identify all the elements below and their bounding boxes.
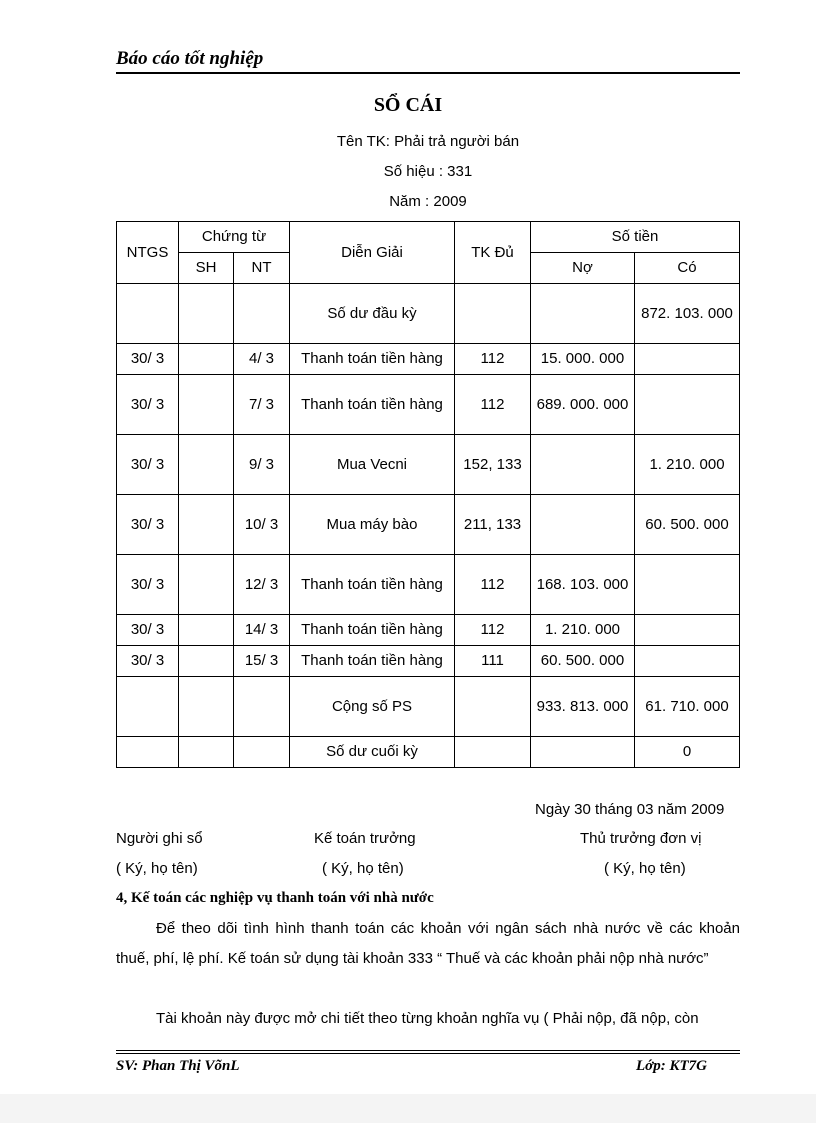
cell-sh xyxy=(179,435,234,495)
cell-sh xyxy=(179,284,234,344)
cell-ntgs xyxy=(117,677,179,737)
cell-description: Thanh toán tiền hàng xyxy=(290,344,455,375)
cell-nt: 14/ 3 xyxy=(234,615,290,646)
cell-description: Thanh toán tiền hàng xyxy=(290,646,455,677)
col-header-chung-tu: Chứng từ xyxy=(179,222,290,253)
cell-nt: 12/ 3 xyxy=(234,555,290,615)
cell-credit: 872. 103. 000 xyxy=(635,284,740,344)
col-header-so-tien: Số tiền xyxy=(531,222,740,253)
cell-sh xyxy=(179,344,234,375)
cell-sh xyxy=(179,615,234,646)
cell-tk-du: 211, 133 xyxy=(455,495,531,555)
table-row xyxy=(117,435,740,495)
cell-sh xyxy=(179,646,234,677)
cell-tk-du: 111 xyxy=(455,646,531,677)
cell-ntgs: 30/ 3 xyxy=(117,375,179,435)
ledger-table xyxy=(116,221,740,768)
cell-description: Thanh toán tiền hàng xyxy=(290,615,455,646)
cell-debit: 15. 000. 000 xyxy=(531,344,635,375)
table-row xyxy=(117,495,740,555)
table-row xyxy=(117,615,740,646)
table-row xyxy=(117,737,740,768)
cell-description: Thanh toán tiền hàng xyxy=(290,555,455,615)
col-header-no: Nợ xyxy=(531,253,635,284)
cell-tk-du: 112 xyxy=(455,375,531,435)
cell-tk-du: 112 xyxy=(455,615,531,646)
cell-tk-du: 112 xyxy=(455,555,531,615)
table-row xyxy=(117,375,740,435)
col-header-tk-du: TK Đủ xyxy=(455,222,531,284)
cell-debit xyxy=(531,435,635,495)
cell-description: Số dư cuối kỳ xyxy=(290,737,455,768)
cell-sh xyxy=(179,375,234,435)
cell-description: Cộng số PS xyxy=(290,677,455,737)
ledger-body xyxy=(117,284,740,768)
cell-description: Mua máy bào xyxy=(290,495,455,555)
cell-description: Mua Vecni xyxy=(290,435,455,495)
signature-chief-accountant: Kế toán trưởng xyxy=(314,830,416,847)
cell-credit xyxy=(635,615,740,646)
cell-nt: 15/ 3 xyxy=(234,646,290,677)
cell-tk-du: 112 xyxy=(455,344,531,375)
cell-nt xyxy=(234,677,290,737)
cell-credit: 60. 500. 000 xyxy=(635,495,740,555)
cell-tk-du xyxy=(455,284,531,344)
cell-tk-du: 152, 133 xyxy=(455,435,531,495)
table-row xyxy=(117,284,740,344)
cell-ntgs: 30/ 3 xyxy=(117,555,179,615)
sign-note-recorder: ( Ký, họ tên) xyxy=(116,860,198,877)
cell-debit: 689. 000. 000 xyxy=(531,375,635,435)
cell-credit xyxy=(635,375,740,435)
cell-ntgs xyxy=(117,737,179,768)
footer-rule-inner xyxy=(116,1053,740,1054)
cell-debit: 60. 500. 000 xyxy=(531,646,635,677)
cell-credit xyxy=(635,646,740,677)
cell-nt xyxy=(234,737,290,768)
table-row xyxy=(117,646,740,677)
cell-credit xyxy=(635,344,740,375)
cell-nt: 4/ 3 xyxy=(234,344,290,375)
table-row xyxy=(117,677,740,737)
col-header-nt: NT xyxy=(234,253,290,284)
cell-tk-du xyxy=(455,677,531,737)
cell-debit: 933. 813. 000 xyxy=(531,677,635,737)
cell-credit xyxy=(635,555,740,615)
ledger-title: SỔ CÁI xyxy=(373,94,443,116)
cell-ntgs xyxy=(117,284,179,344)
signature-director: Thủ trưởng đơn vị xyxy=(580,830,702,847)
cell-credit: 0 xyxy=(635,737,740,768)
table-header-row xyxy=(117,222,740,253)
footer-rule xyxy=(116,1050,740,1051)
page-header-title: Báo cáo tốt nghiệp xyxy=(116,48,264,69)
table-row xyxy=(117,555,740,615)
cell-sh xyxy=(179,495,234,555)
account-name: Tên TK: Phải trả người bán xyxy=(336,133,520,150)
cell-nt xyxy=(234,284,290,344)
col-header-ntgs: NTGS xyxy=(117,222,179,284)
cell-nt: 10/ 3 xyxy=(234,495,290,555)
cell-ntgs: 30/ 3 xyxy=(117,435,179,495)
cell-nt: 9/ 3 xyxy=(234,435,290,495)
cell-credit: 1. 210. 000 xyxy=(635,435,740,495)
cell-description: Thanh toán tiền hàng xyxy=(290,375,455,435)
cell-debit xyxy=(531,737,635,768)
signature-recorder: Người ghi sổ xyxy=(116,830,203,847)
cell-ntgs: 30/ 3 xyxy=(117,646,179,677)
col-header-co: Có xyxy=(635,253,740,284)
cell-ntgs: 30/ 3 xyxy=(117,344,179,375)
paragraph-1: Để theo dõi tình hình thanh toán các khoản với ngân sách nhà nước về các khoản thuế, phí, lệ phí. Kế toán sử dụng tài khoản 333 “ Thuế và các khoản phải nộp nhà nước” xyxy=(116,920,740,967)
sign-note-chief-accountant: ( Ký, họ tên) xyxy=(322,860,404,877)
cell-debit xyxy=(531,284,635,344)
ledger-year: Năm : 2009 xyxy=(389,193,467,210)
date-line: Ngày 30 tháng 03 năm 2009 xyxy=(535,801,725,818)
sign-note-director: ( Ký, họ tên) xyxy=(604,860,686,877)
page-bottom-band xyxy=(0,1094,816,1123)
cell-debit xyxy=(531,495,635,555)
footer-class: Lớp: KT7G xyxy=(636,1058,707,1074)
table-row xyxy=(117,344,740,375)
col-header-dien-giai: Diễn Giải xyxy=(290,222,455,284)
header-rule xyxy=(116,72,740,74)
cell-sh xyxy=(179,555,234,615)
cell-ntgs: 30/ 3 xyxy=(117,495,179,555)
footer-student: SV: Phan Thị VõnL xyxy=(116,1058,240,1074)
paragraph-2: Tài khoản này được mở chi tiết theo từng khoản nghĩa vụ ( Phải nộp, đã nộp, còn xyxy=(156,1010,699,1027)
cell-credit: 61. 710. 000 xyxy=(635,677,740,737)
cell-tk-du xyxy=(455,737,531,768)
cell-sh xyxy=(179,677,234,737)
cell-nt: 7/ 3 xyxy=(234,375,290,435)
cell-description: Số dư đầu kỳ xyxy=(290,284,455,344)
col-header-sh: SH xyxy=(179,253,234,284)
cell-ntgs: 30/ 3 xyxy=(117,615,179,646)
cell-debit: 168. 103. 000 xyxy=(531,555,635,615)
cell-sh xyxy=(179,737,234,768)
section-heading: 4, Kế toán các nghiệp vụ thanh toán với nhà nước xyxy=(116,890,434,906)
cell-debit: 1. 210. 000 xyxy=(531,615,635,646)
account-number: Số hiệu : 331 xyxy=(383,163,473,180)
